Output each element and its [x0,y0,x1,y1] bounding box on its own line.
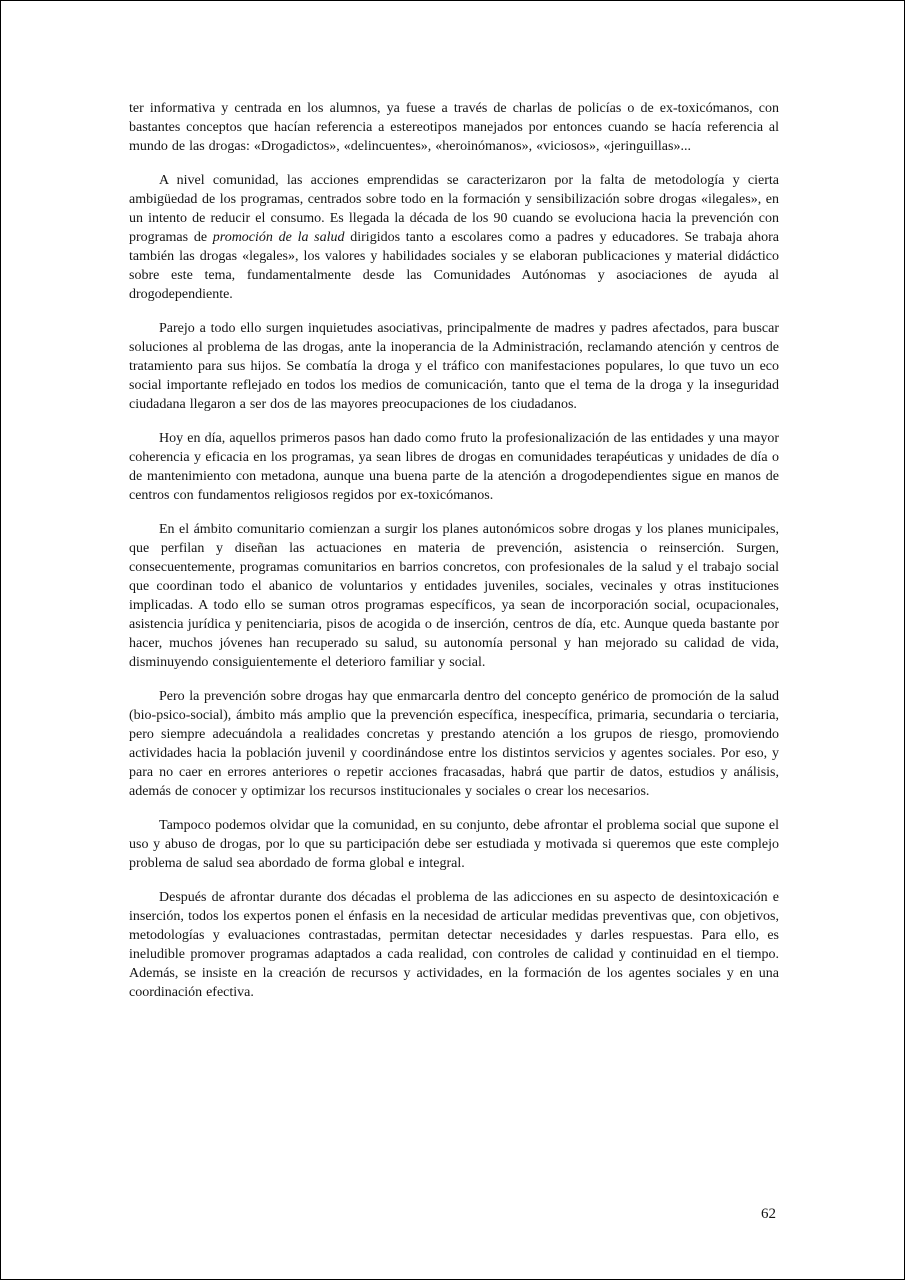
paragraph [129,687,779,801]
paragraph [129,171,779,304]
paragraph [129,888,779,1002]
page-number: 62 [761,1206,776,1222]
document-body [129,99,779,1017]
text-segment: dirigidos tanto a escolares como a padres y educadores. Se trabaja ahora también las drogas «legales», los valores y habilidades sociales y se elaboran publicaciones y material didáctico sobre este tema, fundamentalmente desde las Comunidades Autónomas y asociaciones de ayuda al drogodependiente. [129,230,779,302]
italic-text-segment: promoción de la salud [212,230,345,245]
text-segment: Pero la prevención sobre drogas hay que enmarcarla dentro del concepto genérico de promoción de la salud (bio-psico-social), ámbito más amplio que la prevención específica, inespecífica, primaria, secundaria o terciaria, pero siempre adecuándola a realidades concretas y prestando atención a los grupos de riesgo, promoviendo actividades hacia la población juvenil y coordinándose entre los distintos servicios y agentes sociales. Por eso, y para no caer en errores anteriores o repetir acciones fracasadas, habrá que partir de datos, estudios y análisis, además de conocer y optimizar los recursos institucionales y sociales o crear los necesarios. [129,689,779,799]
text-segment: ter informativa y centrada en los alumnos, ya fuese a través de charlas de policías o de ex-toxicómanos, con bastantes conceptos que hacían referencia a estereotipos manejados por entonces cuando se hacía referencia al mundo de las drogas: «Drogadictos», «delincuentes», «heroinómanos», «viciosos», «jeringuillas»... [129,101,779,154]
paragraph [129,520,779,672]
paragraph [129,429,779,505]
text-segment: Hoy en día, aquellos primeros pasos han dado como fruto la profesionalización de las entidades y una mayor coherencia y eficacia en los programas, ya sean libres de drogas en comunidades terapéuticas y unidades de día o de mantenimiento con metadona, aunque una buena parte de la atención a drogodependientes sigue en manos de centros con fundamentos religiosos regidos por ex-toxicómanos. [129,431,779,503]
paragraph [129,319,779,414]
paragraph [129,816,779,873]
text-segment: Después de afrontar durante dos décadas el problema de las adicciones en su aspecto de desintoxicación e inserción, todos los expertos ponen el énfasis en la necesidad de articular medidas preventivas que, con objetivos, metodologías y evaluaciones contrastadas, permitan detectar necesidades y darles respuestas. Para ello, es ineludible promover programas adaptados a cada realidad, con controles de calidad y continuidad en el tiempo. Además, se insiste en la creación de recursos y actividades, en la formación de los agentes sociales y en una coordinación efectiva. [129,890,779,1000]
text-segment: A nivel comunidad, las acciones emprendidas se caracterizaron por la falta de metodología y cierta ambigüedad de los programas, centrados sobre todo en la formación y sensibilización sobre drogas «ilegales», en un intento de reducir el consumo. Es llegada la década de los 90 cuando se evoluciona hacia la prevención con programas de [129,173,779,245]
text-segment: En el ámbito comunitario comienzan a surgir los planes autonómicos sobre drogas y los planes municipales, que perfilan y diseñan las actuaciones en materia de prevención, asistencia o reinserción. Surgen, consecuentemente, programas comunitarios en barrios concretos, con profesionales de la salud y el trabajo social que coordinan todo el abanico de voluntarios y entidades juveniles, sociales, vecinales y otras instituciones implicadas. A todo ello se suman otros programas específicos, ya sean de incorporación social, ocupacionales, asistencia jurídica y penitenciaria, pisos de acogida o de inserción, centros de día, etc. Aunque queda bastante por hacer, muchos jóvenes han recuperado su salud, su autonomía personal y han mejorado su calidad de vida, disminuyendo consiguientemente el deterioro familiar y social. [129,522,779,670]
paragraph [129,99,779,156]
text-segment: Tampoco podemos olvidar que la comunidad, en su conjunto, debe afrontar el problema social que supone el uso y abuso de drogas, por lo que su participación debe ser estudiada y motivada si queremos que este complejo problema de salud sea abordado de forma global e integral. [129,818,779,871]
text-segment: Parejo a todo ello surgen inquietudes asociativas, principalmente de madres y padres afectados, para buscar soluciones al problema de las drogas, ante la inoperancia de la Administración, reclamando atención y centros de tratamiento para sus hijos. Se combatía la droga y el tráfico con manifestaciones populares, lo que tuvo un eco social importante reflejado en todos los medios de comunicación, tanto que el tema de la droga y la inseguridad ciudadana llegaron a ser dos de las mayores preocupaciones de los ciudadanos. [129,321,779,412]
